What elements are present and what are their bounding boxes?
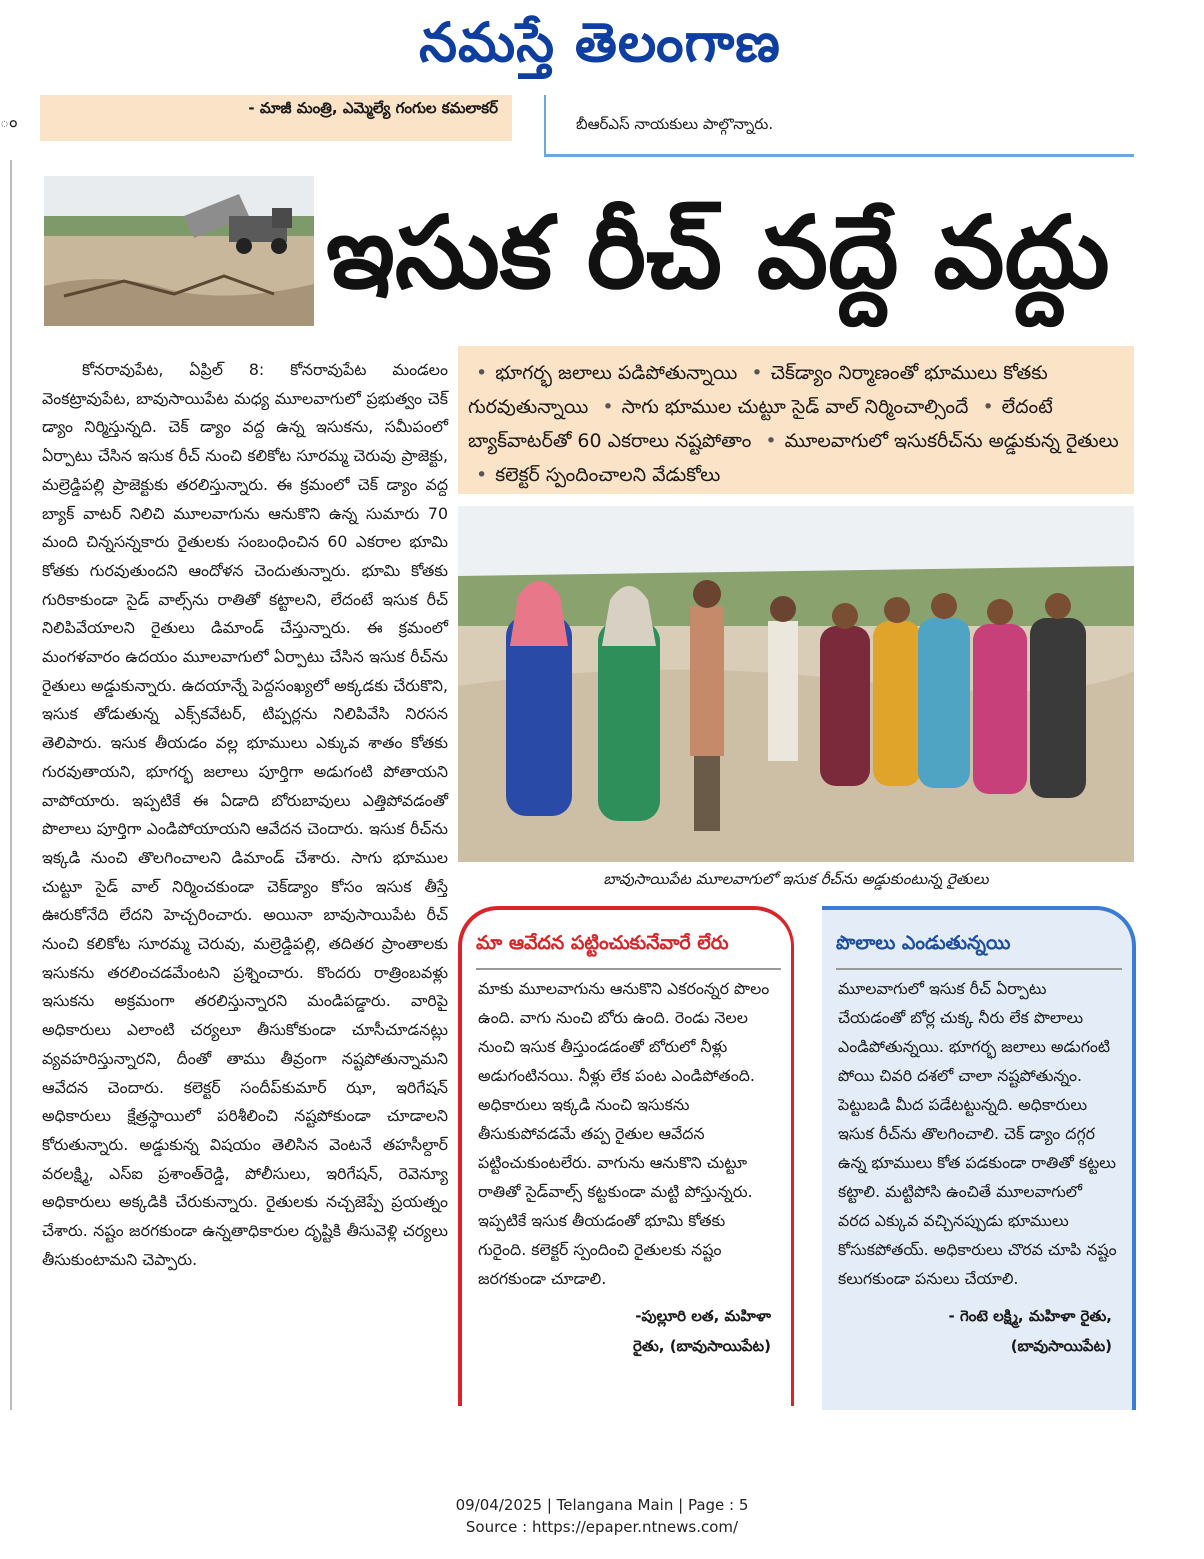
footer-date-page: 09/04/2025 | Telangana Main | Page : 5	[455, 1496, 749, 1514]
bullet-icon: •	[602, 396, 614, 418]
signature-line: (బావుసాయిపేట)	[1010, 1337, 1112, 1355]
tipper-truck-illustration	[44, 176, 314, 326]
signature-line: రైతు, (బావుసాయిపేట)	[633, 1337, 771, 1355]
footer-source: Source : https://epaper.ntnews.com/	[465, 1518, 739, 1536]
tipper-truck-photo	[44, 176, 314, 326]
bullet-icon: •	[476, 362, 488, 384]
box-title: మా ఆవేదన పట్టించుకునేవారే లేరు	[476, 932, 729, 954]
column-divider	[10, 160, 12, 1410]
bullet-icon: •	[982, 396, 994, 418]
masthead-logo: నమస్తే తెలంగాణ	[419, 10, 781, 74]
highlight-item: భూగర్భ జలాలు పడిపోతున్నాయి	[495, 362, 738, 384]
highlight-item: సాగు భూముల చుట్టూ సైడ్ వాల్ నిర్మించాల్సిందే	[621, 396, 969, 418]
farmers-protest-photo	[458, 506, 1134, 862]
bullet-icon: •	[476, 464, 488, 486]
headline: ఇసుక రీచ్ వద్దే వద్దు	[326, 194, 1110, 311]
bullet-icon: •	[751, 362, 763, 384]
highlight-item: మూలవాగులో ఇసుకరీచ్‌ను అడ్డుకున్న రైతులు	[784, 430, 1119, 452]
quote-attribution: - మాజీ మంత్రి, ఎమ్మెల్యే గంగుల కమలాకర్	[248, 99, 498, 117]
farmers-protest-illustration	[458, 506, 1134, 862]
bullet-icon: •	[765, 430, 777, 452]
box-body: మాకు మూలవాగును ఆనుకొని ఎకరంన్నర పొలం ఉంది. వాగు నుంచి బోరు ఉంది. రెండు నెలల నుంచి ఇసుక తీస్తుండడంతో బోరులో నీళ్లు అడుగంటినయి. నీళ్లు లేక పంట ఎండిపోతంది. అధికారులు ఇక్కడి నుంచి ఇసుకను తీసుకుపోవడమే తప్ప రైతుల ఆవేదన పట్టించుకుంటలేరు. వాగును ఆనుకొని చుట్టూ రాతితో సైడ్‌వాల్స్ కట్టకుండా మట్టి పోస్తున్నరు. ఇప్పటికే ఇసుక తీయడంతో భూమి కోతకు గురైంది. కలెక్టర్ స్పందించి రైతులకు నష్టం జరగకుండా చూడాలి.	[478, 979, 770, 1288]
previous-story-tail	[544, 95, 1134, 157]
article-body-text: కోనరావుపేట, ఏప్రిల్ 8: కోనరావుపేట మండలం వెంకట్రావుపేట, బావుసాయిపేట మధ్య మూలవాగులో ప్రభుత్వం చెక్ డ్యాం నిర్మిస్తున్నది. చెక్ డ్యాం వద్ద ఉన్న ఇసుకను, సమీపంలో ఏర్పాటు చేసిన ఇసుక రీచ్ నుంచి కలికోట సూరమ్మ చెరువు ప్రాజెక్టు, మల్రెడ్డిపల్లి ప్రాజెక్టుకు తరలిస్తున్నారు. ఈ క్రమంలో చెక్ డ్యాం వద్ద బ్యాక్ వాటర్ నిలిచి మూలవాగును ఆనుకొని ఉన్న సుమారు 70 మంది చిన్నసన్నకారు రైతులకు సంబంధించిన 60 ఎకరాల భూమి కోతకు గురవుతుందని ఆందోళన చెందుతున్నారు. భూమి కోతకు గురికాకుండా సైడ్ వాల్స్‌ను రాతితో కట్టాలని, లేదంటే ఇసుక రీచ్ నిలిపివేయాలని రైతులు డిమాండ్ చేస్తున్నారు. ఈ క్రమంలో మంగళవారం ఉదయం మూలవాగులో ఏర్పాటు చేసిన ఇసుక రీచ్‌ను రైతులు అడ్డుకున్నారు. ఉదయాన్నే పెద్దసంఖ్యలో అక్కడకు చేరుకొని, ఇసుక తోడుతున్న ఎక్స్‌కవేటర్, టిప్పర్లను నిలిపివేసి నిరసన తెలిపారు. ఇసుక తీయడం వల్ల భూములు ఎక్కువ శాతం కోతకు గురవుతాయని, భూగర్భ జలాలు పూర్తిగా అడుగంటి పోతాయని వాపోయారు. ఇప్పటికే ఈ ఏడాది బోరుబావులు ఎత్తిపోవడంతో పొలాలు పూర్తిగా ఎండిపోయాయని ఆవేదన చెందారు. ఇసుక రీచ్‌ను ఇక్కడి నుంచి తొలగించాలని డిమాండ్ చేశారు. సాగు భూముల చుట్టూ సైడ్ వాల్ నిర్మించకుండా చెక్‌డ్యాం కోసం ఇసుక తీస్తే ఊరుకోనేది లేదని హెచ్చరించారు. అయినా బావుసాయిపేట రీచ్ నుంచి కలికోట సూరమ్మ చెరువు, మల్రెడ్డిపల్లి, తదితర ప్రాంతాలకు ఇసుకను తరలించడమేంటని ప్రశ్నించారు. కొందరు రాత్రింబవళ్లు ఇసుకను అక్రమంగా తరలిస్తున్నారని మండిపడ్డారు. వారిపై అధికారులు ఎలాంటి చర్యలూ తీసుకోకుండా చూసీచూడనట్లు వ్యవహరిస్తున్నారని, దీంతో తాము తీవ్రంగా నష్టపోతున్నామని ఆవేదన చెందారు. కలెక్టర్ సందీప్‌కుమార్ ఝా, ఇరిగేషన్ అధికారులు క్షేత్రస్థాయిలో పరిశీలించి నష్టపోకుండా చూడాలని కోరుతున్నారు. అడ్డుకున్న విషయం తెలిసిన వెంటనే తహసీల్దార్ వరలక్ష్మి, ఎస్ఐ ప్రశాంత్‌రెడ్డి, పోలీసులు, ఇరిగేషన్, రెవెన్యూ అధికారులు అక్కడికి చేరుకున్నారు. రైతులకు నచ్చజెప్పే ప్రయత్నం చేశారు. నష్టం జరగకుండా ఉన్నతాధికారుల దృష్టికి తీసువెళ్లి చర్యలు తీసుకుంటామని చెప్పారు.	[42, 360, 448, 1269]
signature-line: - గెంటె లక్ష్మి, మహిళా రైతు,	[948, 1307, 1112, 1325]
box-signature	[462, 1293, 791, 1361]
farmer-quote-box-left	[458, 906, 794, 1406]
farmer-quote-box-right	[822, 906, 1136, 1410]
previous-story-tail-text: బీఆర్ఎస్ నాయకులు పాల్గొన్నారు.	[576, 115, 774, 133]
highlights-box	[458, 346, 1134, 494]
photo-caption: బావుసాయిపేట మూలవాగులో ఇసుక రీచ్‌ను అడ్డుకుంటున్న రైతులు	[603, 870, 989, 888]
signature-line: -పుల్లూరి లత, మహిళా	[635, 1307, 771, 1325]
highlight-item: కలెక్టర్ స్పందించాలని వేడుకోలు	[495, 464, 721, 486]
page-footer	[300, 1494, 904, 1544]
highlight-item: లేదంటే బ్యాక్‌వాటర్‌తో 60 ఎకరాలు నష్టపోతాం	[468, 396, 1053, 452]
box-body: మూలవాగులో ఇసుక రీచ్ ఏర్పాటు చేయడంతో బోర్ల చుక్క నీరు లేక పొలాలు ఎండిపోతున్నయి. భూగర్భ జలాలు అడుగంటి పోయి చివరి దశలో చాలా నష్టపోతున్నం. పెట్టుబడి మీద పడేటట్టున్నది. అధికారులు ఇసుక రీచ్‌ను తొలగించాలి. చెక్ డ్యాం దగ్గర ఉన్న భూములు కోత పడకుండా రాతితో కట్టలు కట్టాలి. మట్టిపోసి ఉంచితే మూలవాగులో వరద ఎక్కువ వచ్చినప్పుడు భూములు కోసుకపోతయ్. అధికారులు చొరవ చూపి నష్టం కలుగకుండా పనులు చేయాలి.	[838, 979, 1117, 1288]
box-title: పొలాలు ఎండుతున్నయి	[836, 932, 1011, 954]
highlight-item: చెక్‌డ్యాం నిర్మాణంతో భూములు కోతకు గురవుతున్నాయి	[468, 362, 1048, 418]
box-signature	[822, 1293, 1132, 1361]
article-body	[42, 356, 448, 1416]
previous-story-quote-box	[40, 95, 512, 141]
previous-story-clip: ం	[0, 112, 18, 131]
